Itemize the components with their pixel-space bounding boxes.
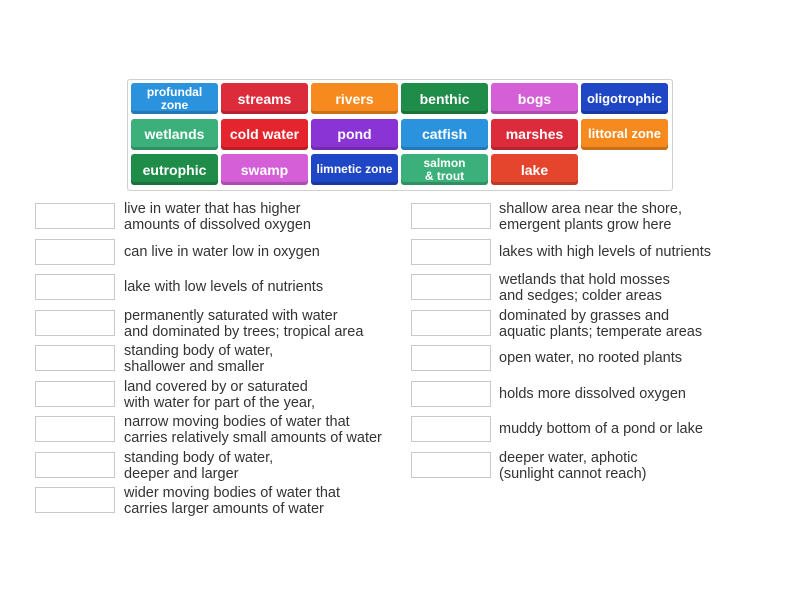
answer-tile[interactable]: marshes [491,119,578,150]
answer-tile[interactable]: profundal zone [131,83,218,114]
left-drop-target[interactable] [35,239,115,265]
answer-tile[interactable]: pond [311,119,398,150]
left-clue-text: standing body of water, deeper and larger [124,449,274,482]
right-clue-text: holds more dissolved oxygen [499,385,686,402]
answer-tile[interactable]: cold water [221,119,308,150]
answer-tile[interactable]: lake [491,154,578,185]
right-clue-text: shallow area near the shore, emergent plants grow here [499,201,682,233]
left-drop-target[interactable] [35,416,115,442]
left-drop-target[interactable] [35,203,115,229]
answer-tile[interactable]: rivers [311,83,398,114]
left-drop-target[interactable] [35,381,115,407]
left-clue-text: narrow moving bodies of water that carries relatively small amounts of water [124,414,382,446]
right-drop-target[interactable] [411,452,491,478]
answer-tile[interactable]: catfish [401,119,488,150]
right-drop-target[interactable] [411,310,491,336]
left-drop-target[interactable] [35,452,115,478]
left-drop-target[interactable] [35,274,115,300]
left-clue-text: live in water that has higher amounts of dissolved oxygen [124,201,311,233]
left-clue-text: lake with low levels of nutrients [124,279,324,295]
right-drop-target[interactable] [411,381,491,407]
right-clue-text: wetlands that hold mosses and sedges; colder areas [499,272,670,304]
right-clue-text: open water, no rooted plants [499,350,682,366]
answer-tile[interactable]: swamp [221,154,308,185]
right-drop-target[interactable] [411,274,491,300]
left-drop-target[interactable] [35,345,115,371]
answer-tile[interactable]: oligotrophic [581,83,668,114]
answer-tile[interactable]: benthic [401,83,488,114]
right-clue-text: dominated by grasses and aquatic plants; temperate areas [499,307,703,340]
right-clue-text: deeper water, aphotic (sunlight cannot reach) [499,449,647,482]
right-drop-target[interactable] [411,345,491,371]
answer-tile[interactable]: bogs [491,83,578,114]
right-drop-target[interactable] [411,239,491,265]
answer-tile[interactable]: wetlands [131,119,218,150]
left-clue-text: land covered by or saturated with water for part of the year, [124,378,316,411]
left-clue-text: permanently saturated with water and dominated by trees; tropical area [124,307,364,340]
answer-tile[interactable]: eutrophic [131,154,218,185]
answer-tile[interactable]: littoral zone [581,119,668,150]
answer-tile[interactable]: streams [221,83,308,114]
right-drop-target[interactable] [411,416,491,442]
right-drop-target[interactable] [411,203,491,229]
left-clue-text: standing body of water, shallower and smaller [124,343,274,375]
right-clue-text: muddy bottom of a pond or lake [499,421,703,437]
answer-tile[interactable]: salmon & trout [401,154,488,185]
left-drop-target[interactable] [35,487,115,513]
answer-tile[interactable]: limnetic zone [311,154,398,185]
left-clue-text: can live in water low in oxygen [124,243,320,260]
left-drop-target[interactable] [35,310,115,336]
left-clue-text: wider moving bodies of water that carries larger amounts of water [124,485,340,517]
right-clue-text: lakes with high levels of nutrients [499,243,711,260]
